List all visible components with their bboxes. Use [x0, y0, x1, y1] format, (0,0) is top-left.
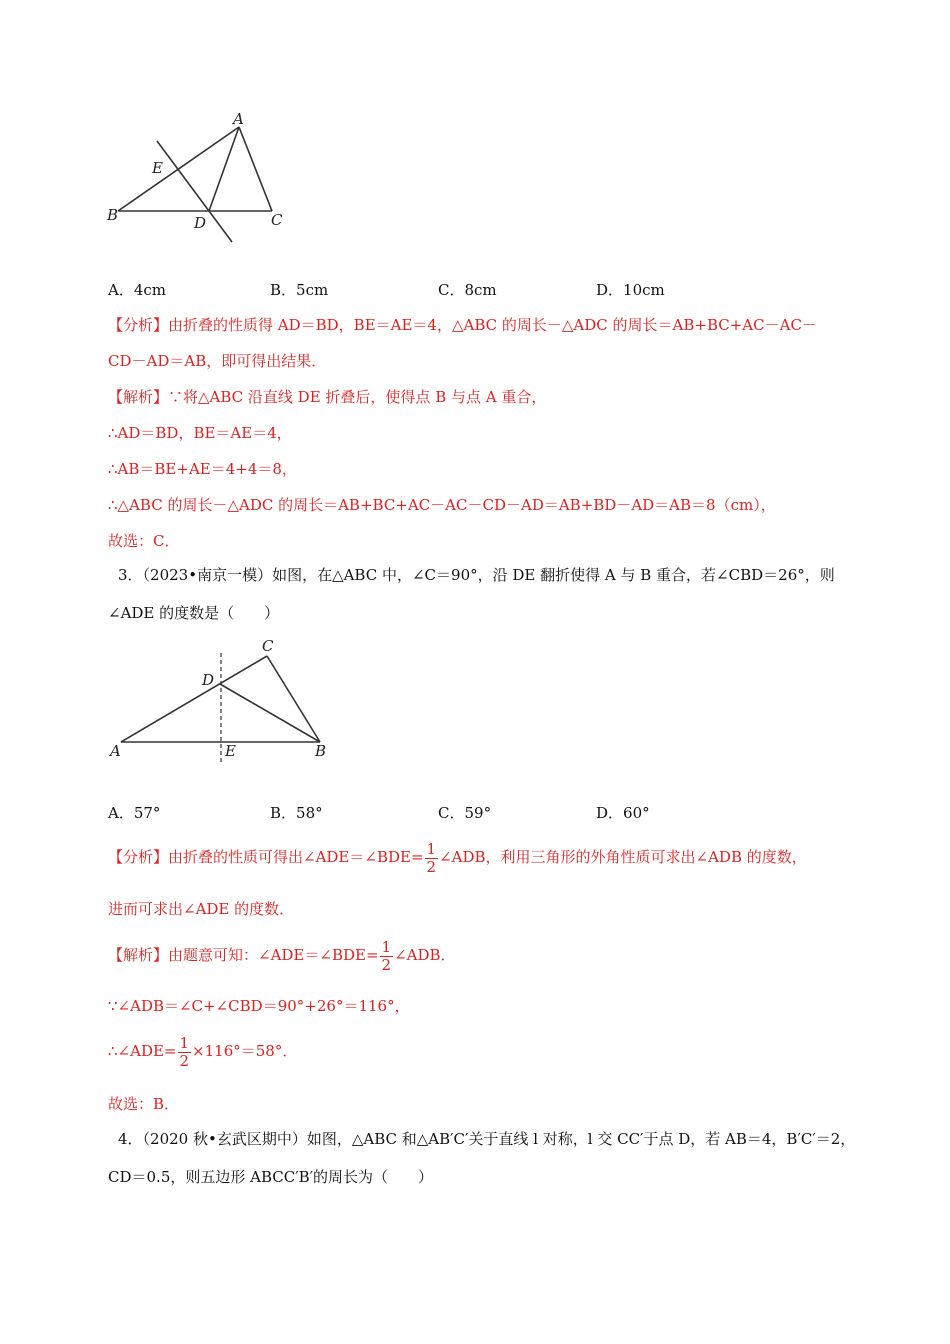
fraction-one-half: $\frac{1}{2}$: [426, 839, 437, 876]
q2-solution-line3: ∴AB＝BE+AE＝4+4＝8，: [108, 460, 297, 478]
q3-option-b: B．58°: [270, 804, 323, 822]
q3-option-d: D．60°: [596, 804, 650, 822]
q2-analysis-line2: CD－AD＝AB，即可得出结果．: [108, 352, 327, 370]
segment-bd: [220, 684, 320, 742]
q3-analysis-text-b: ∠ADB，利用三角形的外角性质可求出∠ADB 的度数，: [439, 848, 807, 866]
q3-analysis-line1: [108, 838, 807, 876]
segment-bc: [267, 656, 320, 742]
q3-solution-text-c: ∴∠ADE=: [108, 1042, 177, 1060]
q3-solution-line1: [108, 936, 456, 974]
label-b: B: [107, 206, 119, 224]
q3-answer: 故选：B．: [108, 1095, 180, 1113]
q2-solution-line1: 【解析】∵将△ABC 沿直线 DE 折叠后，使得点 B 与点 A 重合，: [108, 388, 547, 406]
label-a: A: [110, 742, 121, 760]
label-e: E: [152, 159, 163, 177]
q2-option-a: A．4cm: [108, 281, 167, 299]
q3-stem-line2: ∠ADE 的度数是（ ）: [108, 604, 280, 622]
q4-stem-line2: CD＝0.5，则五边形 ABCC′B′的周长为（ ）: [108, 1168, 434, 1186]
figure-triangle-abc-fold: [100, 108, 300, 248]
q2-solution-line4: ∴△ABC 的周长－△ADC 的周长＝AB+BC+AC－AC－CD－AD＝AB+BD－AD＝AB＝8（cm），: [108, 496, 776, 514]
q2-option-b: B．5cm: [270, 281, 329, 299]
q3-analysis-text-a: 【分析】由折叠的性质可得出∠ADE＝∠BDE=: [108, 848, 424, 866]
segment-ac: [239, 127, 272, 211]
q3-solution-line2: ∵∠ADB＝∠C+∠CBD＝90°+26°＝116°，: [108, 997, 410, 1015]
q2-solution-line2: ∴AD＝BD，BE＝AE＝4，: [108, 424, 292, 442]
fraction-one-half: $\frac{1}{2}$: [381, 937, 392, 974]
label-c: C: [262, 637, 274, 655]
q3-solution-text-d: ×116°＝58°．: [192, 1042, 298, 1060]
label-b: B: [315, 742, 327, 760]
label-d: D: [202, 671, 215, 689]
q3-analysis-line2: 进而可求出∠ADE 的度数．: [108, 900, 295, 918]
fraction-one-half: $\frac{1}{2}$: [179, 1033, 190, 1070]
figure-right-triangle-fold: [105, 630, 340, 765]
q2-option-c: C．8cm: [438, 281, 497, 299]
q4-stem-line1: 4．（2020 秋•玄武区期中）如图，△ABC 和△AB′C′关于直线 l 对称，l 交 CC′于点 D，若 AB＝4，B′C′＝2，: [118, 1130, 856, 1148]
q3-option-c: C．59°: [438, 804, 492, 822]
q2-analysis-line1: 【分析】由折叠的性质得 AD＝BD，BE＝AE＝4，△ABC 的周长－△ADC 的周长＝AB+BC+AC－AC－: [108, 316, 817, 334]
q3-solution-text-a: 【解析】由题意可知：∠ADE＝∠BDE=: [108, 946, 379, 964]
q3-solution-line3: [108, 1032, 297, 1070]
segment-ad: [209, 127, 239, 211]
q2-answer: 故选：C．: [108, 532, 180, 550]
label-d: D: [194, 214, 207, 232]
label-e: E: [225, 742, 236, 760]
q3-solution-text-b: ∠ADB．: [394, 946, 456, 964]
q2-option-d: D．10cm: [596, 281, 665, 299]
label-c: C: [271, 211, 283, 229]
q3-option-a: A．57°: [108, 804, 161, 822]
q3-stem-line1: 3．（2023•南京一模）如图，在△ABC 中，∠C＝90°，沿 DE 翻折使得 A 与 B 重合，若∠CBD＝26°，则: [118, 566, 835, 584]
label-a: A: [233, 110, 244, 128]
